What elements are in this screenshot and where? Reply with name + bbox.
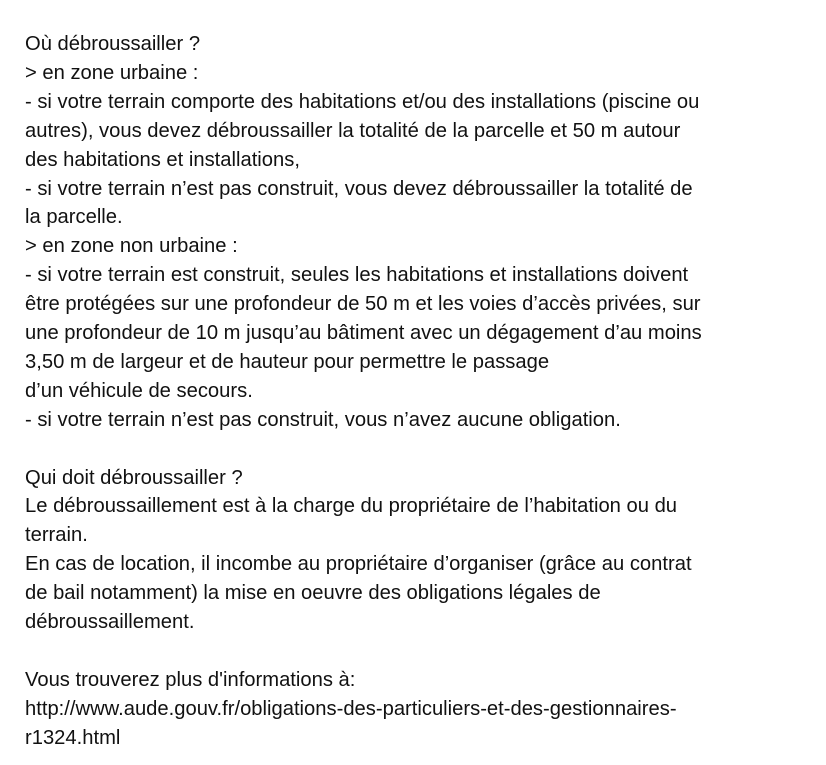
text-line: d’un véhicule de secours. <box>25 379 253 402</box>
text-line: des habitations et installations, <box>25 148 300 171</box>
text-line: 3,50 m de largeur et de hauteur pour permettre le passage <box>25 350 550 373</box>
text-line: de bail notamment) la mise en oeuvre des obligations légales de <box>25 582 601 605</box>
paragraph-spacer <box>25 435 820 464</box>
subheading-zone-urbaine: > en zone urbaine : <box>25 61 199 84</box>
subheading-zone-non-urbaine: > en zone non urbaine : <box>25 235 238 258</box>
text-line: la parcelle. <box>25 206 123 229</box>
text-line: une profondeur de 10 m jusqu’au bâtiment avec un dégagement d’au moins <box>25 322 702 345</box>
text-line: débroussaillement. <box>25 611 195 634</box>
text-line: autres), vous devez débroussailler la totalité de la parcelle et 50 m autour <box>25 119 681 142</box>
more-info-intro: Vous trouverez plus d'informations à: <box>25 668 356 691</box>
section-qui-doit-debroussailler <box>25 464 820 637</box>
text-line: être protégées sur une profondeur de 50 m et les voies d’accès privées, sur <box>25 293 701 316</box>
text-line: - si votre terrain n’est pas construit, vous n’avez aucune obligation. <box>25 408 621 431</box>
section-heading: Qui doit débroussailler ? <box>25 466 243 489</box>
section-more-info <box>25 666 820 753</box>
document-body <box>25 30 820 753</box>
text-line: - si votre terrain comporte des habitations et/ou des installations (piscine ou <box>25 90 700 113</box>
text-line: - si votre terrain est construit, seules les habitations et installations doivent <box>25 264 689 287</box>
text-line: terrain. <box>25 524 88 547</box>
section-ou-debroussailler <box>25 30 820 435</box>
text-line: Le débroussaillement est à la charge du propriétaire de l’habitation ou du <box>25 495 678 518</box>
text-line: En cas de location, il incombe au propriétaire d’organiser (grâce au contrat <box>25 553 692 576</box>
paragraph-spacer <box>25 637 820 666</box>
info-url-line: http://www.aude.gouv.fr/obligations-des-particuliers-et-des-gestionnaires- <box>25 697 677 720</box>
section-heading: Où débroussailler ? <box>25 33 201 55</box>
text-line: - si votre terrain n’est pas construit, vous devez débroussailler la totalité de <box>25 177 693 200</box>
info-url-line: r1324.html <box>25 726 121 749</box>
